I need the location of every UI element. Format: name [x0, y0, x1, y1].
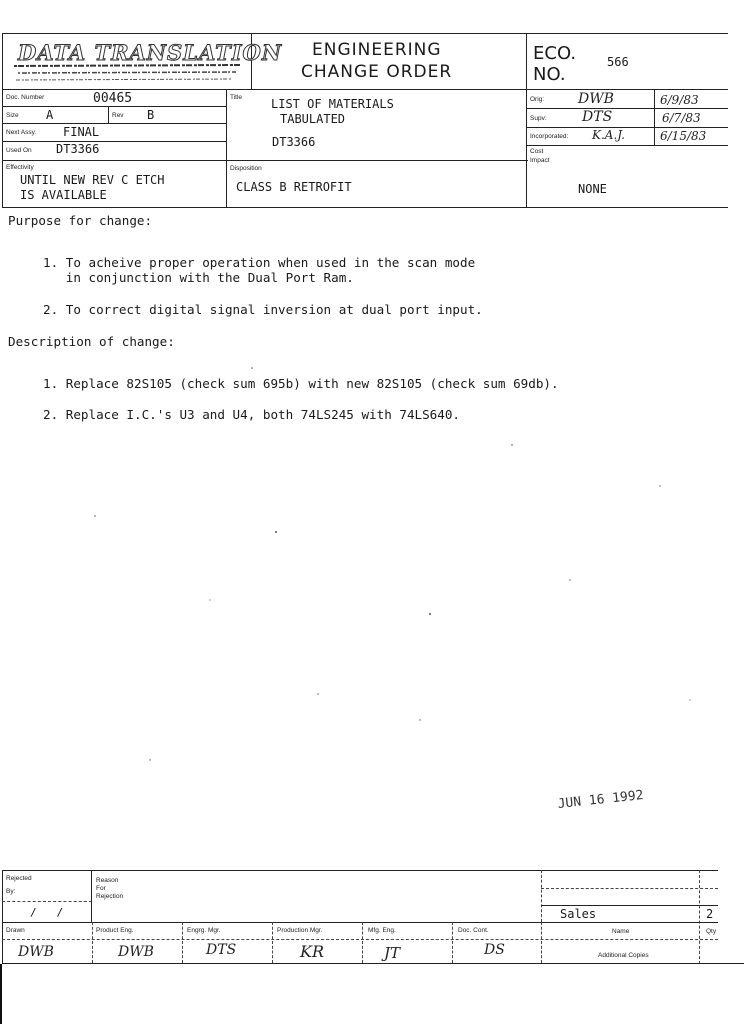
left-row-divider-1 [2, 106, 226, 107]
description-item-1: 1. Replace 82S105 (check sum 695b) with new 82S105 (check sum 69db). [43, 376, 559, 391]
used-on-label: Used On [6, 147, 32, 154]
title-line2: TABULATED [280, 112, 346, 126]
cost-impact-label-line2: Impact [530, 157, 550, 164]
signoff-label-mfg-eng: Mfg. Eng. [368, 927, 396, 934]
size-value: A [46, 108, 54, 122]
cost-impact-label-line1: Cost [530, 148, 544, 155]
supv-initials: DTS [582, 109, 613, 125]
footer-sales-divider [541, 870, 542, 922]
purpose-item-2: 2. To correct digital signal inversion at dual port input. [43, 302, 483, 317]
purpose-item-1: 1. To acheive proper operation when used in the scan mode [43, 255, 476, 270]
purpose-heading: Purpose for change: [8, 213, 153, 228]
purpose-item-1-cont: in conjunction with the Dual Port Ram. [43, 270, 354, 285]
used-on-value: DT3366 [56, 142, 100, 156]
additional-copies-label: Additional Copies [598, 952, 649, 959]
scan-edge [0, 964, 2, 1024]
signoff-divider-2 [182, 922, 183, 963]
rev-value: B [147, 108, 155, 122]
signoff-initials-engrg-mgr: DTS [206, 942, 237, 958]
signoff-divider-3 [272, 922, 273, 963]
supv-date: 6/7/83 [662, 111, 701, 125]
by-label: By: [6, 888, 16, 895]
title-line1: LIST OF MATERIALS [271, 97, 394, 111]
header-top-border [2, 33, 728, 34]
eco-label-line2: NO. [533, 64, 566, 85]
signoff-label-engrg-mgr: Engrg. Mgr. [187, 927, 221, 934]
footer-signoff-top [2, 922, 718, 923]
reason-label-line2: For [96, 885, 106, 892]
footer-left-border [2, 870, 3, 964]
footer-rejected-divider [2, 901, 92, 902]
rejected-date: / / [30, 906, 64, 919]
doc-number: 00465 [93, 91, 133, 106]
rejected-label: Rejected [6, 875, 32, 882]
incorporated-label: Incorporated: [530, 133, 569, 140]
form-title-line1: ENGINEERING [312, 40, 442, 60]
orig-initials: DWB [578, 91, 614, 107]
footer-top-border [2, 870, 718, 871]
date-stamp: JUN 16 1992 [557, 788, 645, 812]
footer-signoff-mid [2, 939, 718, 940]
incorporated-date: 6/15/83 [660, 129, 707, 143]
signoff-initials-mfg-eng: JT [384, 944, 401, 962]
right-col-divider [526, 33, 527, 207]
header-bottom-border [2, 207, 728, 208]
reason-label-line1: Reason [96, 877, 119, 884]
next-assy-label: Next Assy. [6, 129, 37, 136]
orig-date: 6/9/83 [660, 93, 699, 107]
logo-scribble-icon [12, 62, 244, 84]
size-rev-divider [108, 106, 109, 123]
effectivity-line1: UNTIL NEW REV C ETCH [20, 173, 165, 187]
signoff-divider-1 [92, 922, 93, 963]
signoff-label-production-mgr: Production Mgr. [277, 927, 323, 934]
form-title-line2: CHANGE ORDER [301, 62, 453, 82]
doc-number-label: Doc. Number [6, 94, 45, 101]
signoff-initials-production-mgr: KR [300, 942, 324, 961]
effectivity-divider [2, 160, 528, 161]
signoff-initials-product-eng: DWB [118, 944, 154, 960]
header-left-border [2, 33, 3, 207]
cost-impact-value: NONE [578, 182, 607, 196]
effectivity-line2: IS AVAILABLE [20, 188, 107, 202]
approval-row-divider-1 [526, 108, 728, 109]
size-label: Size [6, 112, 19, 119]
supv-label: Supv: [530, 115, 547, 122]
signoff-label-doc-cont: Doc. Cont. [458, 927, 489, 934]
signoff-initials-drawn: DWB [18, 944, 54, 960]
qty-label: Qty [706, 928, 717, 935]
approval-date-divider [654, 89, 655, 145]
footer-sales-line-1 [541, 888, 718, 889]
left-row-divider-3 [2, 141, 226, 142]
reason-label-line3: Rejection [96, 893, 124, 900]
footer-qty-divider [699, 870, 700, 964]
disposition-value: CLASS B RETROFIT [236, 180, 352, 194]
incorporated-initials: K.A.J. [592, 128, 625, 142]
title-line3: DT3366 [272, 135, 316, 149]
disposition-label: Disposition [230, 165, 262, 172]
description-item-2: 2. Replace I.C.'s U3 and U4, both 74LS245 with 74LS640. [43, 407, 461, 422]
company-logo [8, 36, 283, 86]
title-label: Title [230, 94, 243, 101]
signoff-divider-4 [362, 922, 363, 963]
next-assy-value: FINAL [63, 125, 100, 139]
signoff-divider-6 [541, 922, 542, 963]
footer-reason-divider [91, 870, 92, 922]
sales-label: Sales [560, 907, 597, 921]
sales-qty: 2 [706, 907, 714, 921]
eco-number: 566 [607, 55, 629, 69]
effectivity-label: Effectivity [6, 164, 34, 171]
left-col-divider [226, 89, 227, 207]
name-label: Name [612, 928, 630, 935]
footer-sales-line-2 [541, 905, 718, 906]
signoff-label-drawn: Drawn [6, 927, 25, 934]
footer-bottom-border [2, 963, 744, 964]
eco-label-line1: ECO. [533, 43, 577, 64]
signoff-initials-doc-cont: DS [484, 942, 505, 958]
description-heading: Description of change: [8, 334, 175, 349]
signoff-label-product-eng: Product Eng. [96, 927, 134, 934]
approval-row-divider-3 [526, 145, 728, 146]
left-row-divider-2 [2, 123, 226, 124]
signoff-divider-5 [452, 922, 453, 963]
approval-row-divider-2 [526, 127, 728, 128]
logo-text: DATA TRANSLATION [18, 40, 283, 65]
header-row-divider [2, 89, 728, 90]
orig-label: Orig: [530, 96, 545, 103]
rev-label: Rev [112, 112, 124, 119]
